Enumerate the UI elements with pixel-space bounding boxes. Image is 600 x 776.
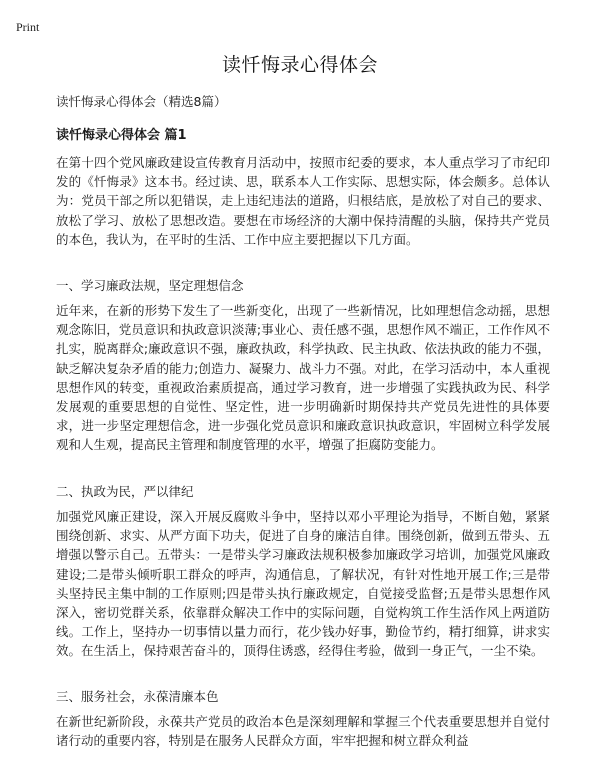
section-title: 读忏悔录心得体会 篇1: [56, 128, 187, 143]
paragraph-2: 加强党风廉正建设，深入开展反腐败斗争中，坚持以邓小平理论为指导，不断自勉，紧紧围绕创新、求实、从严方面下功夫，促进了自身的廉洁自律。围绕创新，做到五带头、五增强以警示自己。五带头：一是带头学习廉政法规积极参加廉政学习培训，加强党风廉政建设;二是带头倾听职工群众的呼声，沟通信息，了解状况，有针对性地开展工作;三是带头坚持民主集中制的工作原则;四是带头执行廉政规定，自觉接受监督;五是带头思想作风深入，密切党群关系，依靠群众解决工作中的实际问题，自觉构筑工作生活作风上两道防线。工作上，坚持办一切事情以量力而行，花少钱办好事，勤俭节约，精打细算，讲求实效。在生活上，保持艰苦奋斗的，顶得住诱惑，经得住考验，做到一身正气，一尘不染。: [56, 509, 550, 659]
document-title: 读忏悔录心得体会: [221, 54, 378, 76]
paragraph-1: 近年来，在新的形势下发生了一些新变化，出现了一些新情况，比如理想信念动摇，思想观念陈旧，党员意识和执政意识淡薄;事业心、责任感不强，思想作风不端正，工作作风不扎实，脱离群众;廉政意识不强，廉政执政，科学执政、民主执政、依法执政的能力不强，缺乏解决复杂矛盾的能力;创造力、凝聚力、战斗力不强。对此，在学习活动中，本人重视思想作风的转变，重视政治素质提高，通过学习教育，进一步增强了实践执政为民、科学发展观的重要思想的自觉性、坚定性，进一步明确新时期保持共产党员先进性的具体要求，进一步坚定理想信念，进一步强化党员意识和廉政意识执政意识，牢固树立科学发展观和人生观，提高民主管理和制度管理的水平，增强了拒腐防变能力。: [56, 303, 550, 453]
heading-2: 二、执政为民，严以律纪: [56, 484, 194, 499]
paragraph-3: 在新世纪新阶段，永葆共产党员的政治本色是深刻理解和掌握三个代表重要思想并自觉付诸行动的重要内容，特别是在服务人民群众方面，牢牢把握和树立群众利益: [56, 714, 550, 749]
paragraph-intro: 在第十四个党风廉政建设宣传教育月活动中，按照市纪委的要求，本人重点学习了市纪印发的《忏悔录》这本书。经过读、思，联系本人工作实际、思想实际，体会颇多。总体认为：党员干部之所以犯错误，走上违纪违法的道路，归根结底，是放松了对自己的要求、放松了学习、放松了思想改造。要想在市场经济的大潮中保持清醒的头脑，保持共产党员的本色，我认为，在平时的生活、工作中应主要把握以下几方面。: [56, 155, 550, 247]
print-link[interactable]: Print: [16, 20, 40, 34]
heading-1: 一、学习廉政法规，坚定理想信念: [56, 278, 244, 293]
heading-3: 三、服务社会，永葆清廉本色: [56, 689, 219, 704]
document-subtitle: 读忏悔录心得体会（精选8篇）: [56, 94, 227, 109]
